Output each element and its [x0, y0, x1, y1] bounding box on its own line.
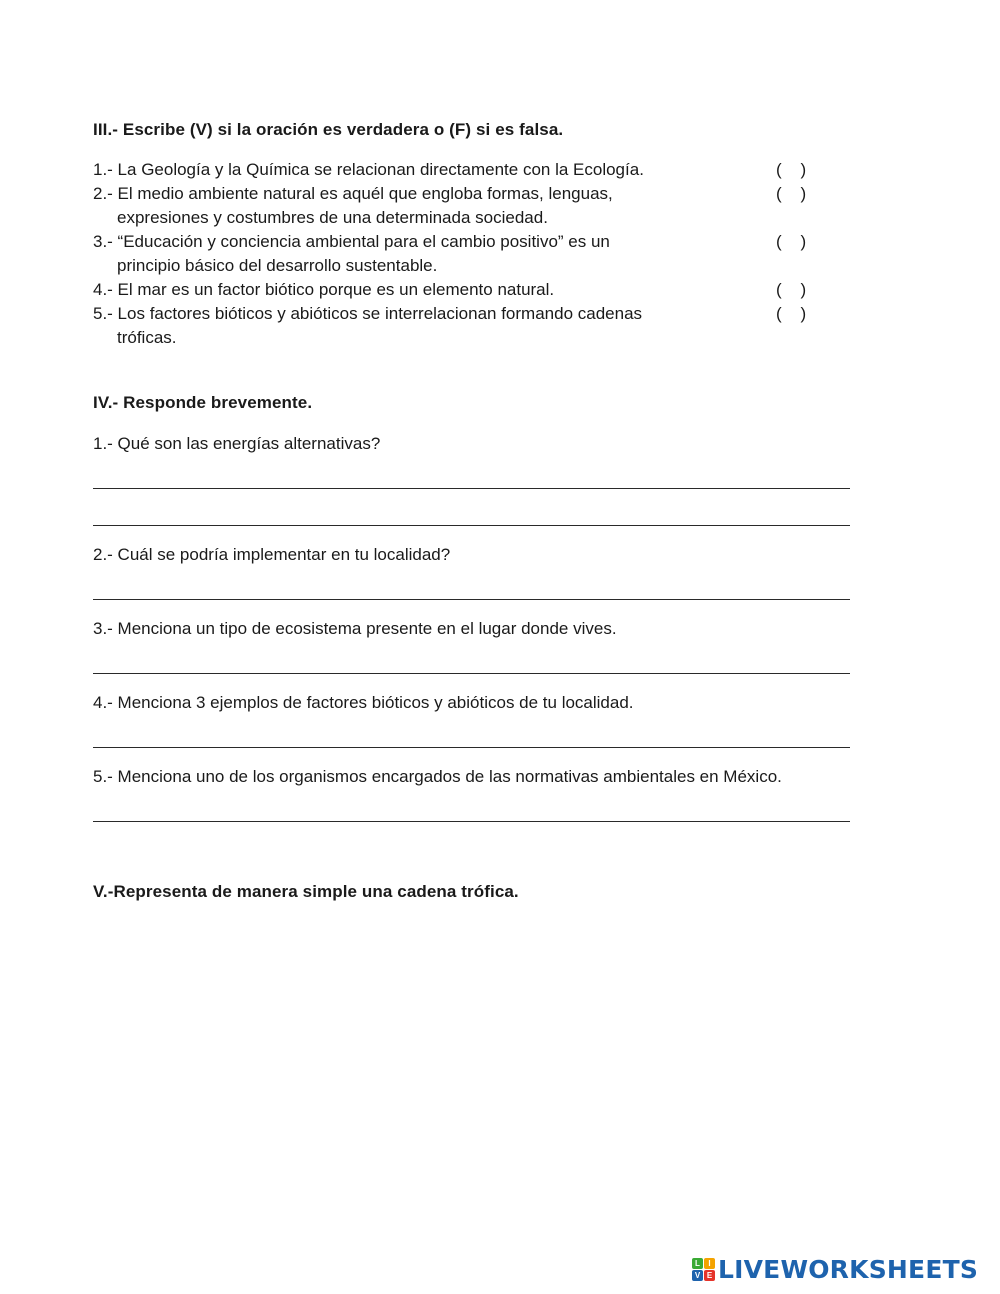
section-3-title: III.- Escribe (V) si la oración es verdadera o (F) si es falsa. [93, 120, 564, 139]
tf-item-3 [93, 230, 853, 278]
tf-item-1 [93, 158, 853, 182]
answer-input[interactable] [93, 722, 854, 746]
liveworksheets-logo [692, 1254, 978, 1284]
tf-item-text: 5.- Los factores bióticos y abióticos se interrelacionan formando cadenas [93, 304, 643, 323]
section-5-title: V.-Representa de manera simple una cadena trófica. [93, 882, 519, 901]
answer-input[interactable] [93, 463, 854, 487]
logo-mark-cell: V [692, 1270, 703, 1281]
answer-line-5[interactable] [93, 821, 850, 822]
logo-mark-cell: L [692, 1258, 703, 1269]
question-5: 5.- Menciona uno de los organismos encargados de las normativas ambientales en México. [93, 767, 782, 786]
answer-input[interactable] [93, 574, 854, 598]
question-2: 2.- Cuál se podría implementar en tu localidad? [93, 545, 451, 564]
tf-item-text: 1.- La Geología y la Química se relacionan directamente con la Ecología. [93, 160, 644, 179]
tf-item-text: 4.- El mar es un factor biótico porque es un elemento natural. [93, 280, 555, 299]
true-false-list [93, 158, 853, 350]
tf-item-2 [93, 182, 853, 230]
answer-parenthesis[interactable]: ( ) [776, 184, 807, 203]
answer-input[interactable] [93, 796, 854, 820]
logo-mark-icon [692, 1258, 715, 1281]
question-4: 4.- Menciona 3 ejemplos de factores bióticos y abióticos de tu localidad. [93, 693, 634, 712]
tf-item-5 [93, 302, 853, 350]
tf-item-text: 3.- “Educación y conciencia ambiental para el cambio positivo” es un [93, 232, 610, 251]
answer-line-1b[interactable] [93, 525, 850, 526]
logo-mark-cell: I [704, 1258, 715, 1269]
question-3: 3.- Menciona un tipo de ecosistema presente en el lugar donde vives. [93, 619, 617, 638]
logo-text: LIVEWORKSHEETS [718, 1254, 979, 1284]
tf-item-4 [93, 278, 853, 302]
answer-parenthesis[interactable]: ( ) [776, 304, 807, 323]
answer-line-3[interactable] [93, 673, 850, 674]
answer-parenthesis[interactable]: ( ) [776, 160, 807, 179]
tf-item-text-cont: principio básico del desarrollo sustentable. [117, 256, 438, 275]
answer-line-1a[interactable] [93, 488, 850, 489]
answer-parenthesis[interactable]: ( ) [776, 232, 807, 251]
answer-input[interactable] [93, 500, 854, 524]
tf-item-text: 2.- El medio ambiente natural es aquél que engloba formas, lenguas, [93, 184, 613, 203]
tf-item-text-cont: expresiones y costumbres de una determinada sociedad. [117, 208, 548, 227]
answer-input[interactable] [93, 648, 854, 672]
logo-mark-cell: E [704, 1270, 715, 1281]
answer-line-4[interactable] [93, 747, 850, 748]
question-1: 1.- Qué son las energías alternativas? [93, 434, 381, 453]
answer-parenthesis[interactable]: ( ) [776, 280, 807, 299]
answer-line-2[interactable] [93, 599, 850, 600]
tf-item-text-cont: tróficas. [117, 328, 177, 347]
section-4-title: IV.- Responde brevemente. [93, 393, 313, 412]
